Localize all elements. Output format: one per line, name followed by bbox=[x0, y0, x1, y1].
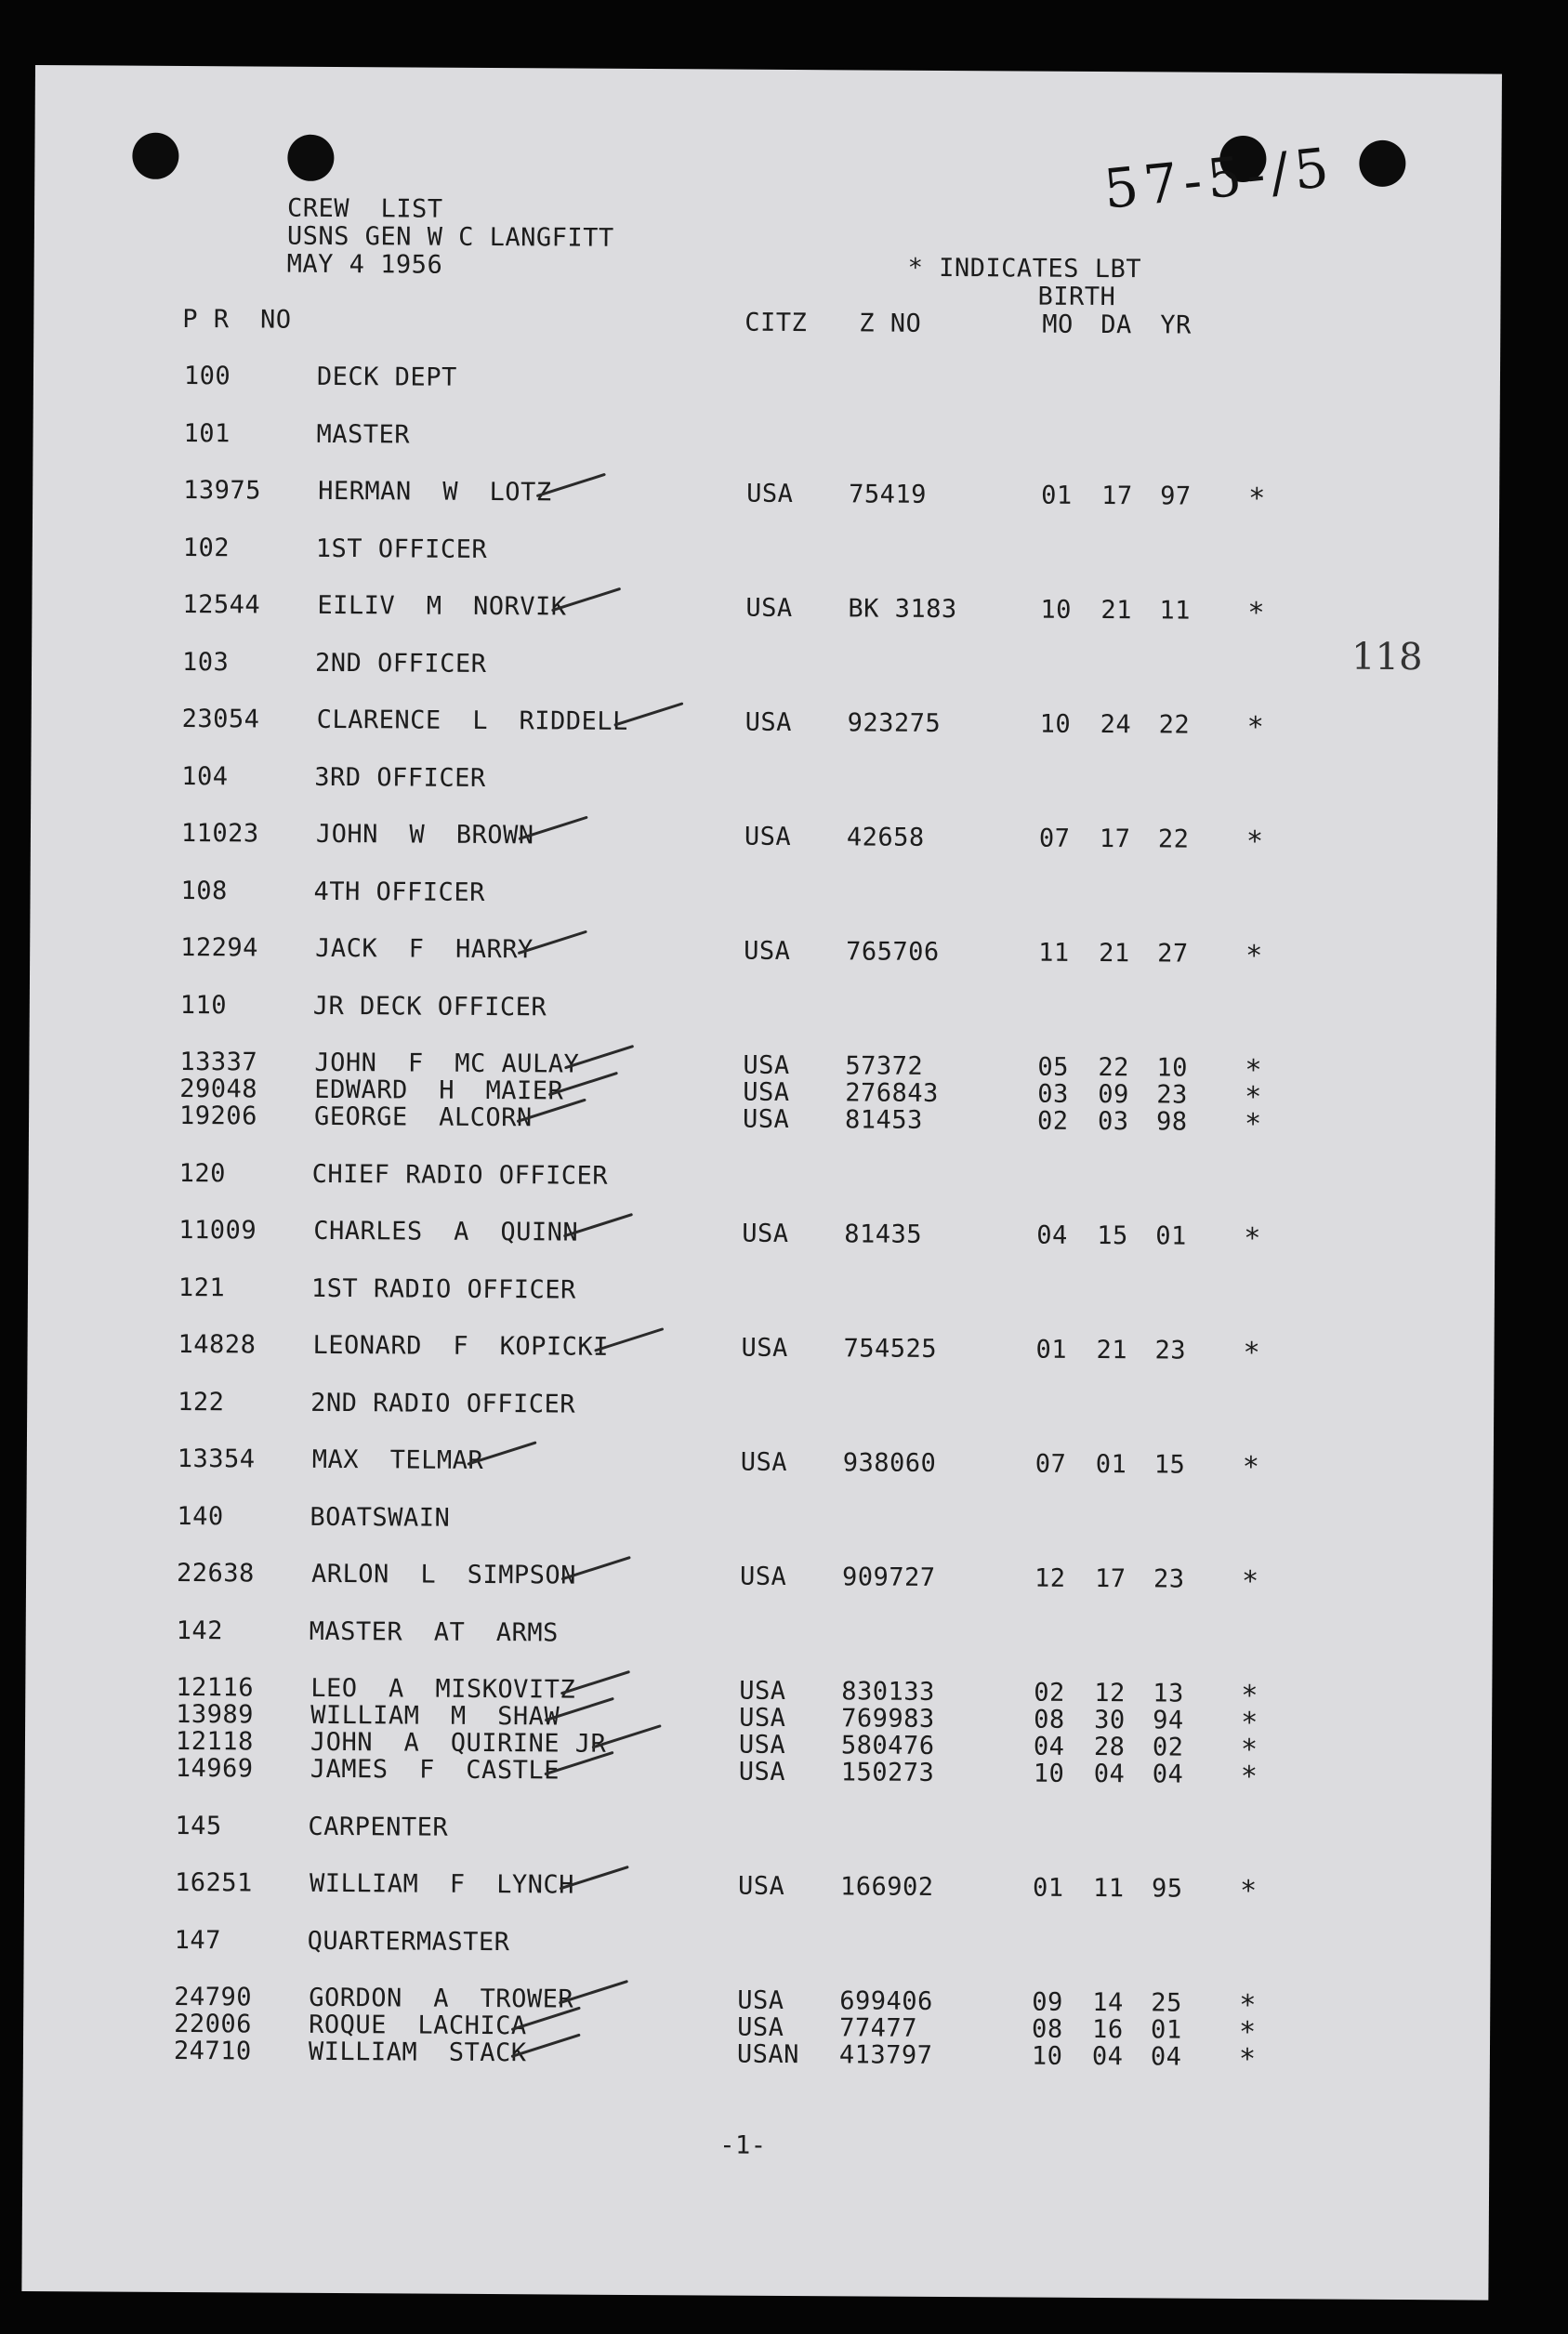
citizenship: USAN bbox=[736, 2039, 800, 2070]
birth-day: 03 bbox=[1097, 1107, 1129, 1137]
crew-row bbox=[31, 818, 1497, 857]
crew-name: ARLON L SIMPSON bbox=[310, 1559, 577, 1590]
z-number: 923275 bbox=[847, 708, 942, 738]
crew-row bbox=[27, 1444, 1494, 1483]
section-code: 121 bbox=[178, 1272, 226, 1302]
birth-month: 08 bbox=[1034, 1705, 1065, 1734]
section-row bbox=[30, 875, 1496, 914]
pr-number: 13354 bbox=[177, 1444, 256, 1474]
z-number: 42658 bbox=[846, 823, 925, 852]
crew-name: JAMES F CASTLE bbox=[310, 1754, 560, 1786]
lbt-mark: * bbox=[1245, 1053, 1263, 1088]
z-number: 150273 bbox=[840, 1758, 935, 1787]
lbt-mark: * bbox=[1248, 481, 1266, 516]
section-row bbox=[32, 646, 1498, 685]
section-title: QUARTERMASTER bbox=[307, 1926, 510, 1957]
crew-row bbox=[32, 704, 1498, 743]
section-title: 1ST OFFICER bbox=[315, 534, 488, 564]
handwritten-number: 57-5-/5 bbox=[1100, 135, 1337, 221]
section-title: 2ND OFFICER bbox=[314, 648, 487, 679]
section-title: JR DECK OFFICER bbox=[312, 991, 547, 1022]
crew-name: ROQUE LACHICA bbox=[309, 2010, 527, 2041]
crew-name: LEONARD F KOPICKI bbox=[312, 1330, 610, 1362]
section-title: 1ST RADIO OFFICER bbox=[310, 1273, 576, 1305]
birth-day: 04 bbox=[1091, 2041, 1124, 2072]
birth-year: 23 bbox=[1153, 1564, 1185, 1594]
citizenship: USA bbox=[740, 1447, 788, 1477]
birth-month: 05 bbox=[1037, 1052, 1070, 1082]
citizenship: USA bbox=[743, 1050, 790, 1080]
crew-name: EDWARD H MAIER bbox=[314, 1075, 564, 1106]
birth-year: 22 bbox=[1158, 710, 1191, 740]
birth-month: 08 bbox=[1032, 2014, 1063, 2044]
section-row bbox=[24, 1924, 1491, 1963]
lbt-mark: * bbox=[1239, 1988, 1257, 2023]
birth-day: 11 bbox=[1092, 1873, 1125, 1904]
section-code: 122 bbox=[178, 1387, 225, 1417]
section-title: MASTER AT ARMS bbox=[309, 1616, 559, 1647]
crew-name: WILLIAM F LYNCH bbox=[309, 1868, 574, 1900]
citizenship: USA bbox=[737, 1871, 785, 1901]
citizenship: USA bbox=[744, 822, 792, 851]
pr-number: 12544 bbox=[182, 589, 261, 620]
lbt-mark: * bbox=[1245, 939, 1263, 973]
col-header-citz: CITZ bbox=[744, 308, 808, 338]
section-code: 100 bbox=[183, 361, 231, 391]
birth-month: 02 bbox=[1036, 1106, 1069, 1136]
section-row bbox=[33, 417, 1499, 456]
section-code: 101 bbox=[183, 418, 231, 448]
birth-year: 95 bbox=[1151, 1874, 1183, 1904]
page-number: -1- bbox=[719, 2130, 767, 2160]
z-number: BK 3183 bbox=[848, 594, 957, 625]
birth-month: 09 bbox=[1032, 1987, 1063, 2017]
section-title: DECK DEPT bbox=[316, 362, 457, 392]
header-date: MAY 4 1956 bbox=[286, 249, 443, 280]
section-title: CARPENTER bbox=[308, 1812, 449, 1842]
z-number: 938060 bbox=[842, 1448, 937, 1478]
punch-hole-center bbox=[287, 135, 334, 181]
birth-year: 10 bbox=[1156, 1053, 1189, 1083]
birth-month: 01 bbox=[1035, 1335, 1068, 1365]
birth-day: 17 bbox=[1099, 824, 1131, 854]
birth-day: 17 bbox=[1101, 481, 1133, 511]
pr-number: 11023 bbox=[180, 818, 259, 849]
birth-month: 01 bbox=[1032, 1873, 1064, 1903]
birth-year: 01 bbox=[1155, 1221, 1187, 1251]
pr-number: 29048 bbox=[179, 1074, 258, 1104]
birth-month: 07 bbox=[1038, 824, 1071, 853]
pr-number: 12118 bbox=[175, 1726, 254, 1757]
crew-name: JOHN A QUIRINE JR bbox=[310, 1727, 607, 1759]
z-number: 413797 bbox=[838, 2040, 933, 2070]
col-header-da: DA bbox=[1100, 310, 1132, 340]
birth-day: 24 bbox=[1100, 710, 1132, 740]
lbt-mark: * bbox=[1244, 1107, 1262, 1141]
birth-month: 04 bbox=[1033, 1732, 1065, 1761]
citizenship: USA bbox=[742, 1219, 789, 1248]
z-number: 75419 bbox=[849, 480, 928, 509]
section-code: 104 bbox=[181, 761, 229, 791]
crew-name: JOHN F MC AULAY bbox=[314, 1048, 580, 1079]
crew-row bbox=[30, 932, 1496, 971]
section-title: CHIEF RADIO OFFICER bbox=[311, 1159, 609, 1191]
crew-name: CHARLES A QUINN bbox=[313, 1216, 579, 1247]
birth-year: 15 bbox=[1153, 1450, 1186, 1480]
birth-year: 04 bbox=[1150, 2042, 1182, 2072]
citizenship: USA bbox=[738, 1757, 786, 1787]
lbt-mark: * bbox=[1244, 1221, 1261, 1256]
section-row bbox=[26, 1615, 1493, 1654]
citizenship: USA bbox=[738, 1730, 786, 1760]
lbt-mark: * bbox=[1238, 2015, 1257, 2050]
z-number: 166902 bbox=[839, 1872, 934, 1902]
lbt-mark: * bbox=[1241, 1706, 1258, 1740]
crew-row bbox=[33, 475, 1499, 514]
birth-month: 10 bbox=[1039, 709, 1072, 739]
col-header-z-no: Z NO bbox=[859, 309, 922, 338]
section-title: MASTER bbox=[316, 419, 411, 449]
section-code: 108 bbox=[180, 876, 228, 905]
citizenship: USA bbox=[737, 2012, 784, 2042]
lbt-mark: * bbox=[1240, 1733, 1258, 1767]
birth-day: 15 bbox=[1097, 1221, 1128, 1251]
section-code: 102 bbox=[182, 533, 231, 562]
crew-name: CLARENCE L RIDDELL bbox=[316, 705, 628, 736]
section-code: 110 bbox=[179, 990, 228, 1020]
birth-year: 98 bbox=[1155, 1107, 1188, 1137]
birth-month: 11 bbox=[1038, 938, 1070, 968]
birth-day: 30 bbox=[1094, 1705, 1126, 1735]
pr-number: 22006 bbox=[174, 2009, 253, 2039]
birth-year: 25 bbox=[1151, 1988, 1182, 2018]
pr-number: 19206 bbox=[179, 1101, 257, 1131]
punch-hole-far-right bbox=[1359, 140, 1405, 187]
pr-number: 16251 bbox=[174, 1867, 253, 1898]
birth-day: 14 bbox=[1092, 1987, 1124, 2018]
pr-number: 22638 bbox=[176, 1558, 255, 1589]
col-header-birth: BIRTH bbox=[1037, 282, 1116, 312]
citizenship: USA bbox=[746, 479, 794, 508]
birth-day: 01 bbox=[1095, 1449, 1127, 1480]
birth-day: 12 bbox=[1094, 1678, 1126, 1708]
section-code: 145 bbox=[175, 1811, 222, 1840]
section-title: 4TH OFFICER bbox=[313, 877, 485, 907]
punch-hole-left bbox=[132, 133, 178, 179]
crew-name: JOHN W BROWN bbox=[315, 819, 534, 851]
crew-name: JACK F HARRY bbox=[315, 933, 534, 965]
section-row bbox=[33, 532, 1499, 571]
citizenship: USA bbox=[739, 1676, 786, 1706]
section-row bbox=[29, 1157, 1496, 1196]
citizenship: USA bbox=[739, 1703, 786, 1733]
birth-month: 10 bbox=[1040, 595, 1073, 625]
birth-day: 17 bbox=[1094, 1563, 1127, 1594]
section-code: 147 bbox=[174, 1925, 222, 1955]
birth-day: 21 bbox=[1099, 939, 1130, 969]
birth-year: 22 bbox=[1157, 824, 1190, 854]
section-row bbox=[24, 1810, 1491, 1849]
section-row bbox=[28, 1272, 1495, 1311]
birth-day: 04 bbox=[1093, 1759, 1126, 1789]
lbt-mark: * bbox=[1246, 710, 1265, 745]
birth-month: 10 bbox=[1031, 2041, 1063, 2071]
crew-row bbox=[24, 1867, 1491, 1906]
document-page bbox=[21, 65, 1502, 2301]
header-title: CREW LIST bbox=[286, 193, 443, 224]
z-number: 765706 bbox=[846, 937, 940, 967]
section-row bbox=[31, 760, 1497, 799]
lbt-mark: * bbox=[1243, 1336, 1261, 1370]
lbt-note: * INDICATES LBT bbox=[907, 253, 1142, 284]
birth-year: 04 bbox=[1152, 1760, 1184, 1789]
crew-name: EILIV M NORVIK bbox=[317, 590, 567, 622]
z-number: 276843 bbox=[845, 1078, 939, 1108]
birth-year: 23 bbox=[1156, 1080, 1188, 1110]
crew-row bbox=[27, 1329, 1494, 1368]
section-title: 3RD OFFICER bbox=[314, 762, 486, 793]
lbt-mark: * bbox=[1239, 1874, 1258, 1908]
birth-month: 07 bbox=[1034, 1449, 1067, 1479]
birth-day: 22 bbox=[1098, 1053, 1130, 1083]
birth-day: 09 bbox=[1098, 1080, 1129, 1110]
lbt-mark: * bbox=[1238, 2042, 1257, 2077]
z-number: 830133 bbox=[841, 1677, 935, 1707]
citizenship: USA bbox=[745, 593, 793, 623]
pr-number: 12294 bbox=[180, 932, 259, 963]
col-header-mo: MO bbox=[1042, 310, 1074, 339]
birth-day: 21 bbox=[1100, 596, 1133, 626]
section-code: 142 bbox=[176, 1615, 224, 1645]
section-row bbox=[26, 1500, 1493, 1539]
crew-name: HERMAN W LOTZ bbox=[318, 476, 552, 508]
lbt-mark: * bbox=[1241, 1679, 1258, 1713]
lbt-mark: * bbox=[1240, 1760, 1258, 1794]
birth-month: 02 bbox=[1034, 1678, 1065, 1708]
section-row bbox=[33, 361, 1500, 400]
z-number: 580476 bbox=[840, 1731, 935, 1760]
z-number: 57372 bbox=[845, 1051, 924, 1081]
col-header-pr-no: P R NO bbox=[182, 304, 292, 335]
lbt-mark: * bbox=[1241, 1564, 1259, 1599]
birth-year: 11 bbox=[1159, 596, 1192, 626]
crew-row bbox=[28, 1215, 1495, 1254]
z-number: 81435 bbox=[844, 1220, 923, 1249]
section-code: 120 bbox=[178, 1158, 227, 1188]
birth-day: 28 bbox=[1093, 1732, 1126, 1762]
pr-number: 13989 bbox=[176, 1699, 255, 1730]
crew-name: MAX TELMAR bbox=[311, 1444, 484, 1475]
birth-year: 27 bbox=[1157, 939, 1189, 969]
birth-month: 03 bbox=[1037, 1079, 1069, 1109]
pr-number: 12116 bbox=[176, 1672, 255, 1703]
birth-year: 23 bbox=[1154, 1336, 1187, 1365]
pr-number: 13337 bbox=[179, 1047, 258, 1077]
citizenship: USA bbox=[741, 1333, 788, 1363]
birth-month: 12 bbox=[1034, 1563, 1066, 1593]
section-title: BOATSWAIN bbox=[310, 1502, 451, 1533]
crew-name: GEORGE ALCORN bbox=[313, 1101, 533, 1133]
z-number: 699406 bbox=[839, 1986, 933, 2016]
pencil-annotation: 118 bbox=[1351, 635, 1423, 679]
crew-name: GORDON A TROWER bbox=[309, 1983, 574, 2014]
citizenship: USA bbox=[742, 1104, 790, 1134]
crew-name: WILLIAM STACK bbox=[308, 2037, 527, 2068]
header-ship: USNS GEN W C LANGFITT bbox=[286, 221, 614, 253]
section-row bbox=[30, 989, 1496, 1028]
birth-year: 97 bbox=[1160, 481, 1192, 511]
section-code: 140 bbox=[177, 1501, 224, 1531]
col-header-yr: YR bbox=[1160, 310, 1192, 340]
z-number: 909727 bbox=[841, 1563, 936, 1592]
z-number: 769983 bbox=[841, 1704, 935, 1734]
birth-month: 10 bbox=[1033, 1759, 1065, 1788]
lbt-mark: * bbox=[1247, 596, 1266, 630]
birth-year: 13 bbox=[1153, 1679, 1184, 1708]
citizenship: USA bbox=[739, 1562, 787, 1591]
crew-name: WILLIAM M SHAW bbox=[310, 1700, 560, 1732]
z-number: 77477 bbox=[839, 2013, 917, 2043]
pr-number: 14828 bbox=[178, 1329, 257, 1360]
z-number: 754525 bbox=[843, 1334, 938, 1364]
pr-number: 14969 bbox=[175, 1753, 254, 1784]
z-number: 81453 bbox=[844, 1105, 923, 1135]
birth-month: 01 bbox=[1041, 481, 1073, 510]
section-title: 2ND RADIO OFFICER bbox=[310, 1388, 576, 1419]
birth-month: 04 bbox=[1036, 1220, 1068, 1250]
lbt-mark: * bbox=[1245, 1080, 1262, 1114]
section-code: 103 bbox=[181, 647, 230, 677]
birth-day: 21 bbox=[1096, 1335, 1128, 1365]
citizenship: USA bbox=[743, 1077, 790, 1107]
birth-day: 16 bbox=[1092, 2014, 1124, 2045]
pr-number: 24790 bbox=[174, 1982, 253, 2012]
pr-number: 11009 bbox=[178, 1215, 257, 1246]
birth-year: 94 bbox=[1153, 1706, 1184, 1735]
lbt-mark: * bbox=[1245, 824, 1264, 859]
pr-number: 13975 bbox=[183, 475, 262, 506]
citizenship: USA bbox=[744, 707, 793, 737]
crew-name: LEO A MISKOVITZ bbox=[310, 1673, 576, 1705]
birth-year: 01 bbox=[1151, 2015, 1182, 2045]
pr-number: 24710 bbox=[173, 2036, 252, 2066]
citizenship: USA bbox=[737, 1985, 784, 2015]
citizenship: USA bbox=[744, 936, 791, 966]
section-row bbox=[27, 1386, 1494, 1425]
lbt-mark: * bbox=[1242, 1450, 1260, 1484]
crew-row bbox=[32, 589, 1498, 628]
crew-row bbox=[26, 1558, 1493, 1597]
birth-year: 02 bbox=[1152, 1733, 1184, 1762]
pr-number: 23054 bbox=[181, 704, 260, 734]
